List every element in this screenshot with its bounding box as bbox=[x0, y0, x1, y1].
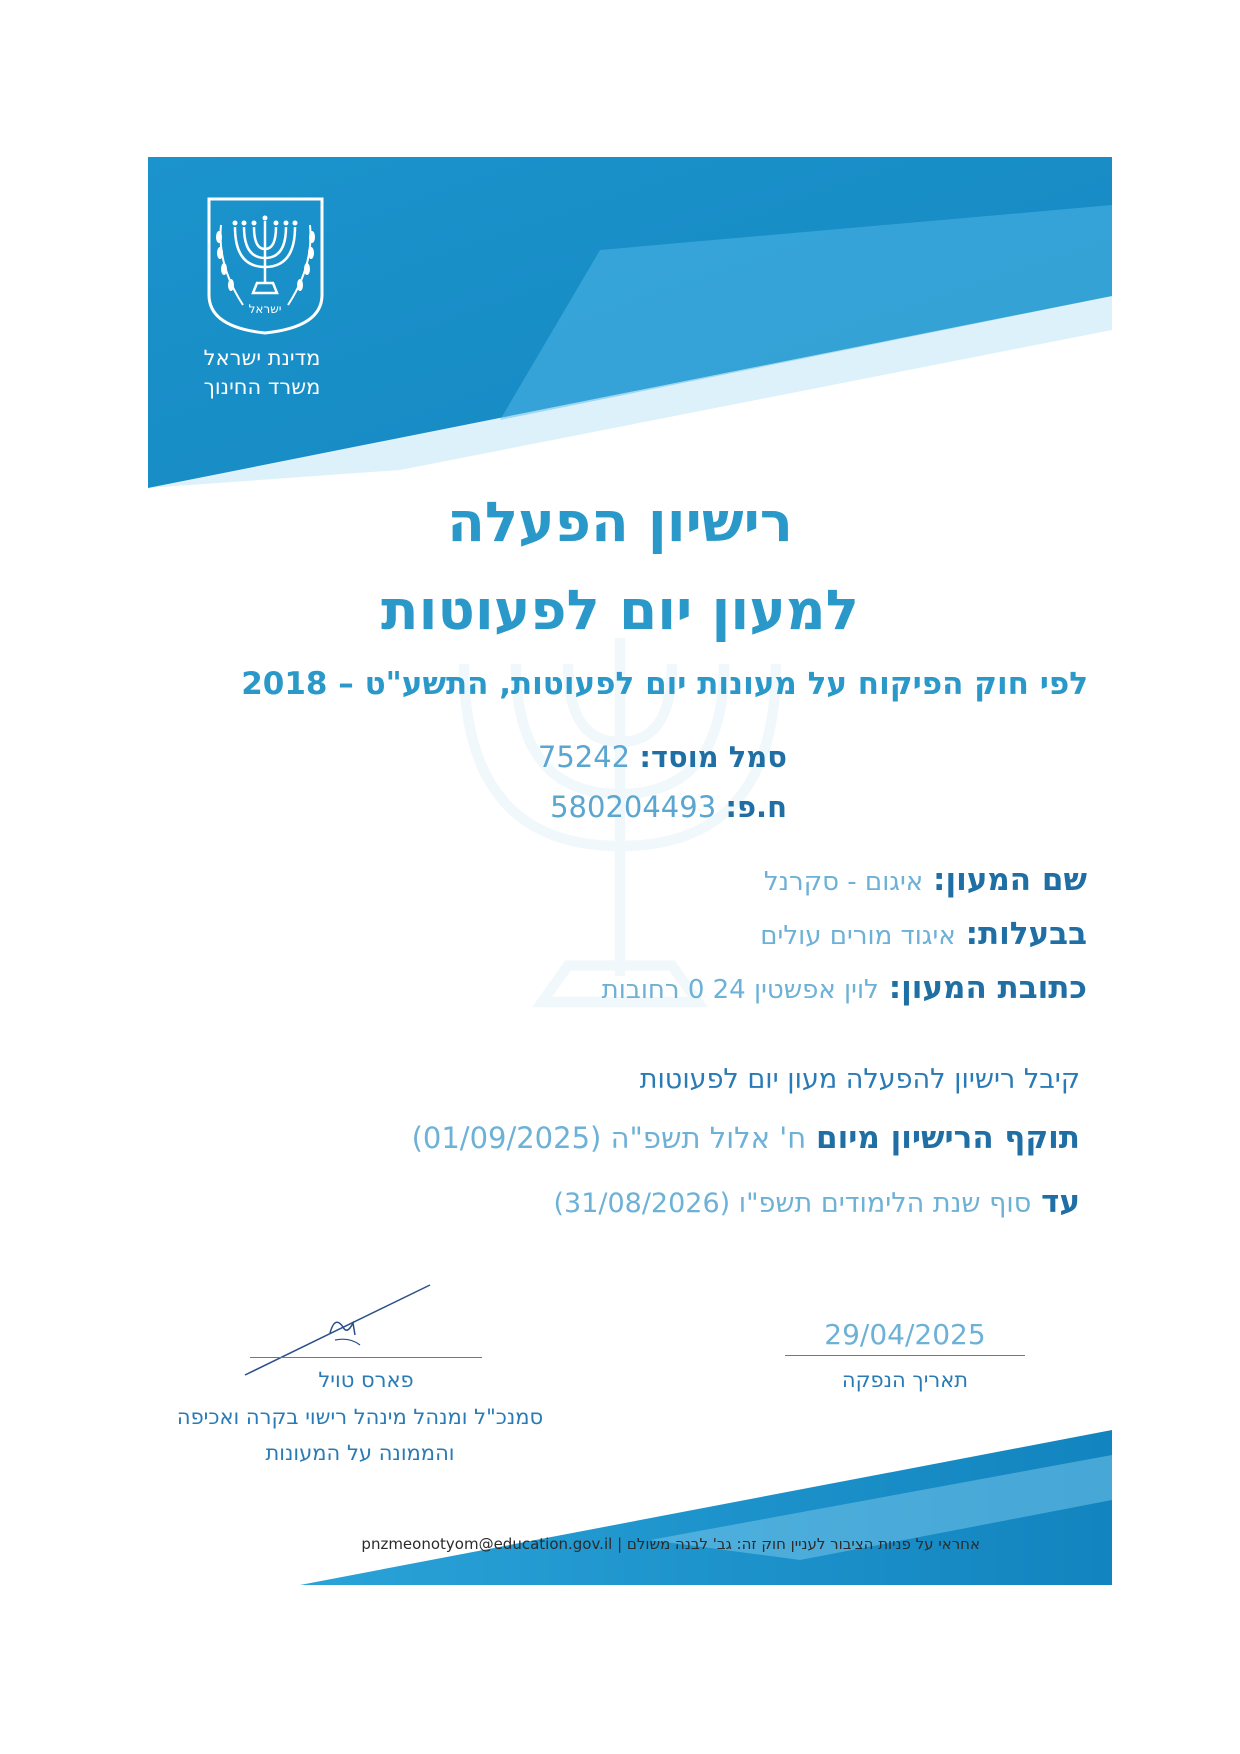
country-name: מדינת ישראל bbox=[203, 346, 321, 370]
owner-row bbox=[200, 916, 1087, 952]
signer-name: פארס טויל bbox=[318, 1368, 414, 1392]
issue-date-label: תאריך הנפקה bbox=[841, 1368, 969, 1392]
emblem-inscription: ישראל bbox=[248, 302, 282, 316]
valid-from-value: ח' אלול תשפ"ה (01/09/2025) bbox=[411, 1121, 807, 1155]
law-subtitle: לפי חוק הפיקוח על מעונות יום לפעוטות, התשע"ט – 2018 bbox=[241, 666, 1088, 702]
state-emblem bbox=[203, 195, 328, 335]
ministry-brand bbox=[192, 344, 332, 402]
valid-to-value: סוף שנת הלימודים תשפ"ו (31/08/2026) bbox=[553, 1188, 1032, 1219]
signature-line bbox=[250, 1357, 482, 1358]
company-number-value: 580204493 bbox=[550, 790, 717, 824]
issue-date: 29/04/2025 bbox=[824, 1318, 986, 1351]
footer-contact: אחראי על פניות הציבור לעניין חוק זה: גב' לבנה משולם | pnzmeonotyom@education.gov.il bbox=[361, 1535, 980, 1553]
valid-to-label: עד bbox=[1041, 1184, 1080, 1220]
address-row bbox=[200, 970, 1087, 1006]
ministry-name: משרד החינוך bbox=[203, 375, 321, 399]
signer-title-line2: והממונה על המעונות bbox=[265, 1441, 455, 1465]
daycare-name-row bbox=[200, 862, 1087, 898]
owner-value: איגוד מורים עולים bbox=[760, 921, 956, 951]
title-line-1: רישיון הפעלה bbox=[447, 490, 793, 554]
address-value: לוין אפשטין 24 0 רחובות bbox=[601, 975, 879, 1005]
valid-from-label: תוקף הרישיון מיום bbox=[816, 1120, 1080, 1156]
institution-code-label: סמל מוסד: bbox=[639, 740, 787, 774]
valid-from-row bbox=[200, 1120, 1080, 1156]
menorah-emblem-icon bbox=[203, 195, 328, 335]
institution-code-value: 75242 bbox=[537, 740, 631, 774]
address-label: כתובת המעון: bbox=[888, 970, 1087, 1006]
daycare-name-label: שם המעון: bbox=[933, 862, 1087, 898]
license-received: קיבל רישיון להפעלה מעון יום לפעוטות bbox=[639, 1064, 1080, 1095]
company-number-row bbox=[200, 790, 787, 824]
title-line-2: למעון יום לפעוטות bbox=[381, 578, 859, 642]
institution-code-row bbox=[200, 740, 787, 774]
signer-title-line1: סמנכ"ל ומנהל מינהל רישוי בקרה ואכיפה bbox=[176, 1405, 544, 1429]
company-number-label: ח.פ: bbox=[725, 790, 787, 824]
handwritten-signature bbox=[235, 1275, 445, 1380]
issue-date-line bbox=[785, 1355, 1025, 1356]
valid-to-row bbox=[200, 1184, 1080, 1220]
daycare-name-value: איגום - סקרנל bbox=[763, 867, 924, 897]
owner-label: בבעלות: bbox=[965, 916, 1087, 952]
